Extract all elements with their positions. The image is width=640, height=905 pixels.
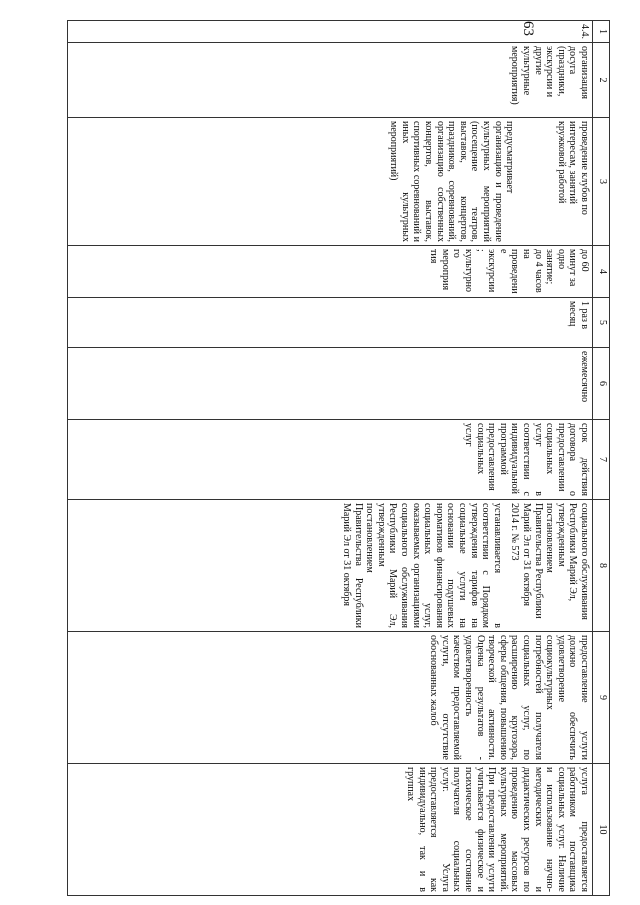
col-num-6: 6: [593, 348, 610, 420]
col-num-9: 9: [593, 632, 610, 764]
col-num-1: 1: [593, 21, 610, 43]
service-quality: предоставление услуги должно обеспечить удовлетворение социокультурных потребностей получателя социальных услуг, по расширению кругозора, сферы общения, повышению творческой активности. Оценка результатов - удовлетворенность качеством предоставляемой услуги, отсутствие обоснованных жалоб: [68, 632, 593, 764]
rotated-table-container: [55, 20, 610, 895]
col-num-10: 10: [593, 764, 610, 896]
service-content-continued: проведение клубов по интересам, занятий кружковой работой: [555, 121, 590, 215]
col-num-4: 4: [593, 246, 610, 298]
row-number: 4.4.: [68, 21, 593, 43]
service-tariff: [68, 500, 593, 632]
column-number-row: [593, 21, 610, 896]
service-content: [68, 118, 593, 246]
table-row: [68, 21, 593, 896]
service-term: срок действия договора о предоставлении социальных услуг в соответствии с индивидуальной программой предоставления социальных услуг: [68, 420, 593, 500]
service-conditions: услуга предоставляется работником поставщика социальных услуг. Наличие и использование научно-методических и дидактических ресурсов по проведению массовых культурных мероприятий. При предоставлении услуги учитывается физическое и психическое состояние получателя социальных услуг. Услуга предоставляется как индивидуально, так и в группах: [68, 764, 593, 896]
service-content-text: предусматривает организацию и проведение культурных мероприятий (посещение театров, выставок, концертов, праздников, соревнований, организацию собственных концертов, выставок, спортивных соревнований и иных культурных мероприятий): [388, 121, 516, 242]
tariff-text: устанавливается в соответствии с Порядком утверждения тарифов на социальные услуги на основании подушевых нормативов финансирования социальных услуг, оказываемых организациями социального обслуживания Республики Марий Эл, утвержденным постановлением Правительства Республики Марий Эл от 31 октября: [341, 503, 503, 628]
services-table: [67, 20, 610, 896]
page-number: 63: [520, 21, 536, 36]
service-norm: до 60 минут за одно занятие; до 4 часов на проведение экскурсии; культурного мероприятия: [68, 246, 593, 298]
col-num-7: 7: [593, 420, 610, 500]
tariff-continued: социального обслуживания Республики Марий Эл, утвержденным постановлением Правительства Республики Марий Эл от 31 октября 2014 г. № 573: [509, 503, 590, 620]
col-num-8: 8: [593, 500, 610, 632]
col-num-5: 5: [593, 298, 610, 348]
service-frequency: 1 раз в месяц: [68, 298, 593, 348]
service-period: ежемесячно: [68, 348, 593, 420]
col-num-3: 3: [593, 118, 610, 246]
col-num-2: 2: [593, 43, 610, 118]
service-name: организация досуга (праздники, экскурсии и другие культурные мероприятия): [68, 43, 593, 118]
